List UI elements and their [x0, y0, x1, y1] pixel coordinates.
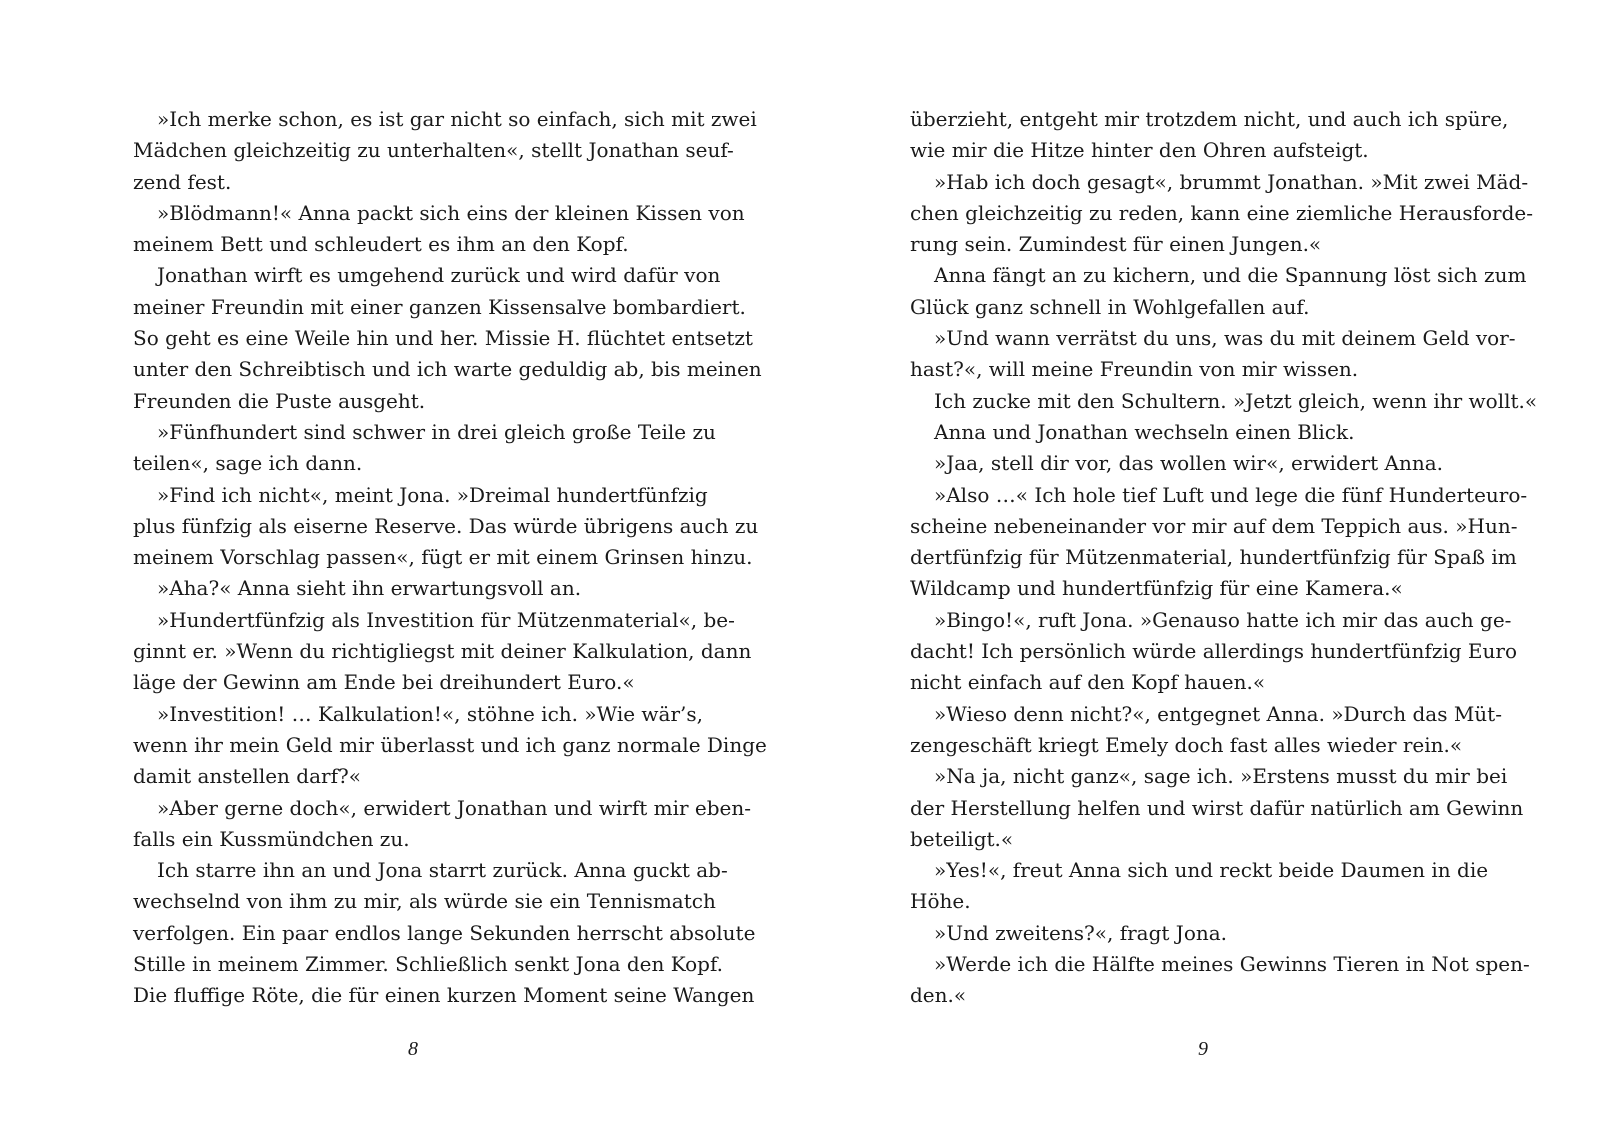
text-line: »Ich merke schon, es ist gar nicht so einfach, sich mit zwei: [157, 107, 757, 131]
text-line: den.«: [910, 983, 967, 1008]
text-line: So geht es eine Weile hin und her. Missie H. flüchtet entsetzt: [133, 326, 753, 351]
text-line: »Bingo!«, ruft Jona. »Genauso hatte ich mir das auch ge-: [934, 607, 1512, 632]
page-number-left: 8: [408, 1038, 418, 1060]
text-line: »Fünfhundert sind schwer in drei gleich große Teile zu: [157, 419, 716, 444]
text-line: »Werde ich die Hälfte meines Gewinns Tieren in Not spen-: [934, 952, 1530, 977]
text-line: Anna fängt an zu kichern, und die Spannung löst sich zum: [934, 263, 1527, 288]
text-line: dacht! Ich persönlich würde allerdings hundertfünfzig Euro: [910, 639, 1517, 664]
text-line: »Und zweitens?«, fragt Jona.: [934, 920, 1228, 945]
text-line: »Aber gerne doch«, erwidert Jonathan und wirft mir eben-: [157, 795, 752, 820]
text-line: wie mir die Hitze hinter den Ohren aufsteigt.: [910, 138, 1369, 163]
text-line: unter den Schreibtisch und ich warte geduldig ab, bis meinen: [133, 357, 762, 382]
text-line: zend fest.: [133, 169, 232, 194]
text-line: läge der Gewinn am Ende bei dreihundert Euro.«: [133, 670, 635, 695]
text-line: plus fünfzig als eiserne Reserve. Das würde übrigens auch zu: [133, 513, 759, 538]
text-line: »Yes!«, freut Anna sich und reckt beide Daumen in die: [934, 858, 1489, 883]
text-line: »Blödmann!« Anna packt sich eins der kleinen Kissen von: [157, 200, 745, 225]
text-line: Anna und Jonathan wechseln einen Blick.: [934, 419, 1355, 444]
text-line: »Jaa, stell dir vor, das wollen wir«, erwidert Anna.: [934, 451, 1444, 476]
text-line: Die fluffige Röte, die für einen kurzen Moment seine Wangen: [133, 983, 755, 1008]
text-line: Ich starre ihn an und Jona starrt zurück. Anna guckt ab-: [157, 858, 728, 883]
text-line: falls ein Kussmündchen zu.: [133, 826, 410, 851]
text-line: meiner Freundin mit einer ganzen Kissensalve bombardiert.: [133, 294, 746, 319]
text-line: ginnt er. »Wenn du richtigliegst mit deiner Kalkulation, dann: [133, 639, 752, 664]
text-line: »Investition! … Kalkulation!«, stöhne ich. »Wie wär’s,: [157, 701, 703, 726]
text-line: »Hab ich doch gesagt«, brummt Jonathan. »Mit zwei Mäd-: [934, 169, 1529, 194]
text-line: meinem Bett und schleudert es ihm an den Kopf.: [133, 232, 629, 257]
text-line: »Also …« Ich hole tief Luft und lege die fünf Hunderteuro-: [934, 482, 1528, 507]
text-line: chen gleichzeitig zu reden, kann eine ziemliche Herausforde-: [910, 200, 1534, 225]
text-line: nicht einfach auf den Kopf hauen.«: [910, 670, 1266, 695]
text-line: verfolgen. Ein paar endlos lange Sekunden herrscht absolute: [133, 920, 756, 945]
text-line: Wildcamp und hundertfünfzig für eine Kamera.«: [910, 576, 1403, 601]
text-line: Freunden die Puste ausgeht.: [133, 388, 426, 413]
text-line: dertfünfzig für Mützenmaterial, hundertfünfzig für Spaß im: [910, 545, 1517, 570]
text-line: Höhe.: [910, 889, 971, 914]
text-line: teilen«, sage ich dann.: [133, 451, 363, 476]
text-line: »Aha?« Anna sieht ihn erwartungsvoll an.: [157, 576, 582, 601]
text-line: Jonathan wirft es umgehend zurück und wird dafür von: [157, 263, 721, 288]
text-line: »Na ja, nicht ganz«, sage ich. »Erstens musst du mir bei: [934, 764, 1508, 789]
text-line: Stille in meinem Zimmer. Schließlich senkt Jona den Kopf.: [133, 952, 724, 977]
text-line: »Find ich nicht«, meint Jona. »Dreimal hundertfünfzig: [157, 482, 708, 507]
text-line: hast?«, will meine Freundin von mir wissen.: [910, 357, 1359, 382]
text-line: wechselnd von ihm zu mir, als würde sie ein Tennismatch: [133, 889, 716, 914]
page-number-right: 9: [1198, 1038, 1208, 1060]
text-line: Mädchen gleichzeitig zu unterhalten«, stellt Jonathan seuf-: [133, 138, 734, 163]
text-line: beteiligt.«: [910, 826, 1014, 851]
text-line: damit anstellen darf?«: [133, 764, 361, 789]
text-line: »Wieso denn nicht?«, entgegnet Anna. »Durch das Müt-: [934, 701, 1502, 726]
text-line: »Und wann verrätst du uns, was du mit deinem Geld vor-: [934, 326, 1516, 351]
text-line: der Herstellung helfen und wirst dafür natürlich am Gewinn: [910, 795, 1524, 820]
text-line: scheine nebeneinander vor mir auf dem Teppich aus. »Hun-: [910, 513, 1518, 538]
text-line: »Hundertfünfzig als Investition für Mützenmaterial«, be-: [157, 607, 735, 632]
text-line: Ich zucke mit den Schultern. »Jetzt gleich, wenn ihr wollt.«: [934, 388, 1538, 413]
text-line: zengeschäft kriegt Emely doch fast alles wieder rein.«: [910, 732, 1463, 757]
text-line: überzieht, entgeht mir trotzdem nicht, und auch ich spüre,: [910, 107, 1509, 131]
text-line: Glück ganz schnell in Wohlgefallen auf.: [910, 294, 1310, 319]
text-line: rung sein. Zumindest für einen Jungen.«: [910, 232, 1322, 257]
text-line: meinem Vorschlag passen«, fügt er mit einem Grinsen hinzu.: [133, 545, 753, 570]
right-page-text: [910, 104, 1538, 1012]
text-line: wenn ihr mein Geld mir überlasst und ich ganz normale Dinge: [133, 732, 767, 757]
left-page-text: [133, 104, 767, 1012]
